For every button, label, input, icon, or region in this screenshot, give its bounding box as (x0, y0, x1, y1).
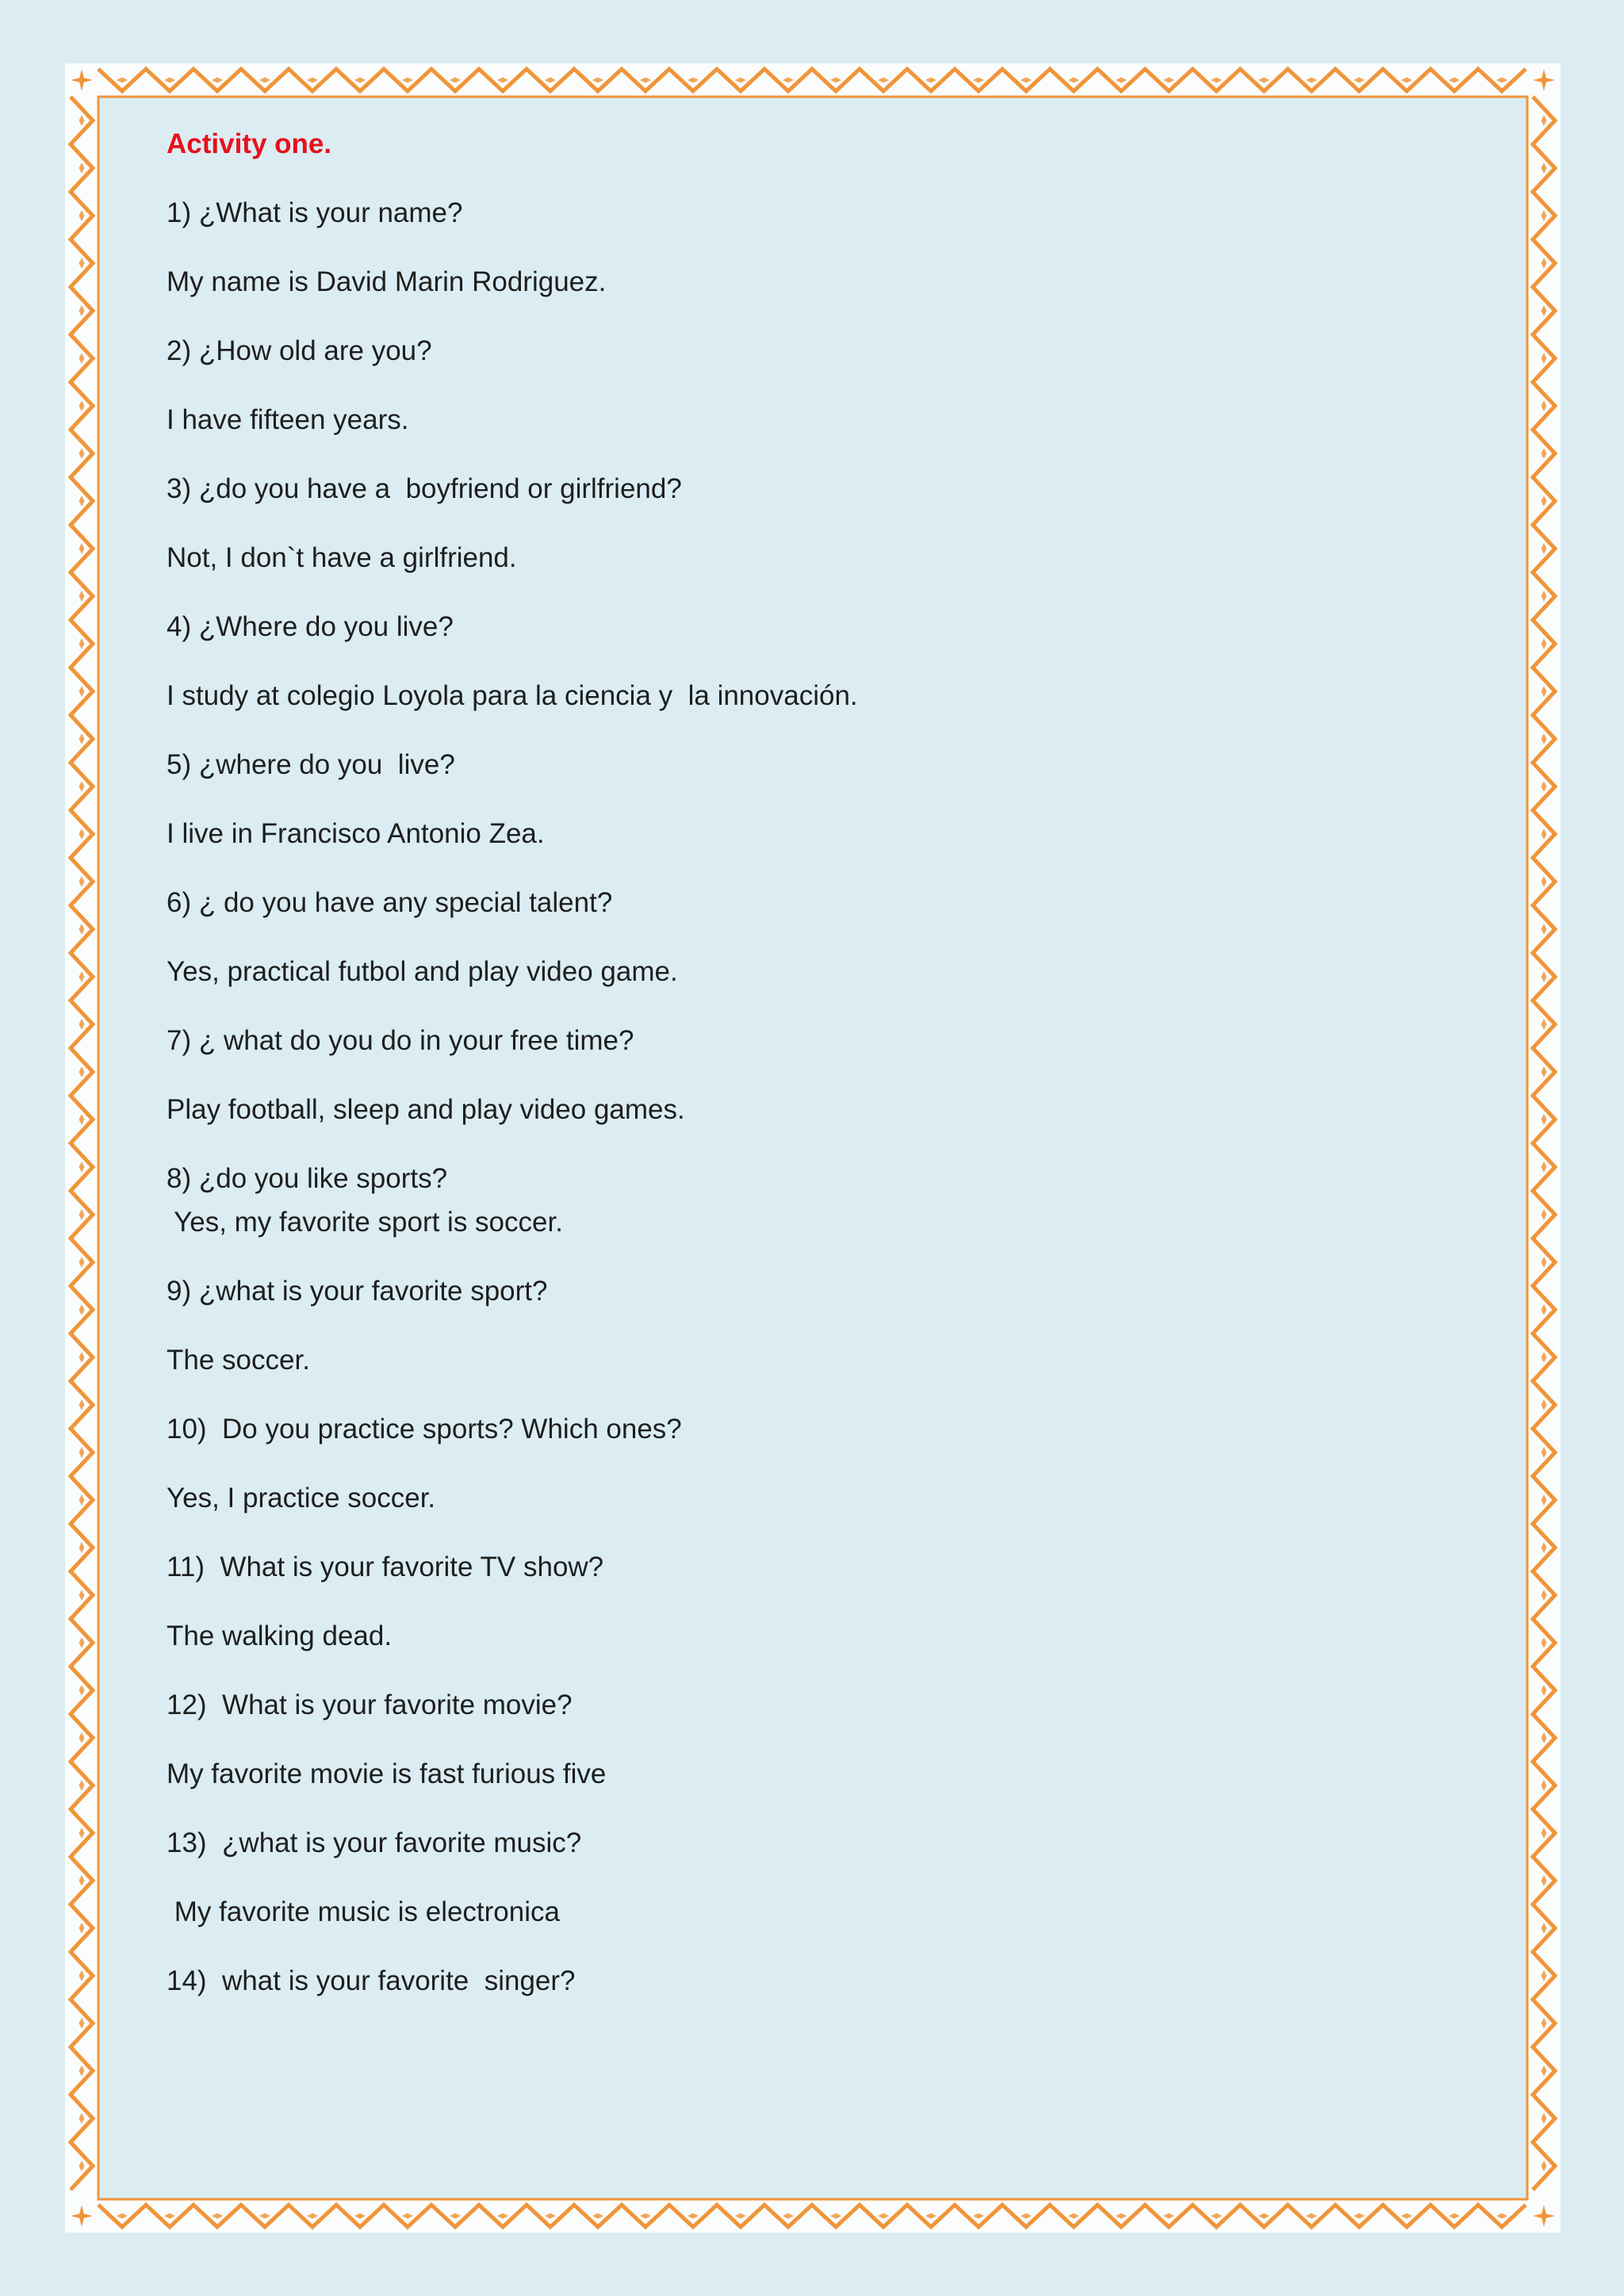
answer-6: Yes, practical futbol and play video game. (167, 956, 678, 987)
question-9: 9) ¿what is your favorite sport? (167, 1276, 548, 1307)
question-10: 10) Do you practice sports? Which ones? (167, 1414, 682, 1445)
question-11: 11) What is your favorite TV show? (167, 1552, 604, 1582)
answer-10: Yes, I practice soccer. (167, 1483, 436, 1513)
answer-13: My favorite music is electronica (167, 1896, 560, 1927)
answer-1: My name is David Marin Rodriguez. (167, 266, 607, 297)
question-5: 5) ¿where do you live? (167, 749, 455, 780)
question-1: 1) ¿What is your name? (167, 197, 463, 228)
question-13: 13) ¿what is your favorite music? (167, 1827, 582, 1858)
document-body (167, 127, 1435, 2033)
question-12: 12) What is your favorite movie? (167, 1689, 573, 1720)
answer-11: The walking dead. (167, 1621, 393, 1651)
question-3: 3) ¿do you have a boyfriend or girlfriend? (167, 473, 682, 504)
question-6: 6) ¿ do you have any special talent? (167, 887, 613, 918)
answer-9: The soccer. (167, 1345, 310, 1376)
answer-7: Play football, sleep and play video games. (167, 1094, 685, 1125)
answer-5: I live in Francisco Antonio Zea. (167, 818, 545, 849)
question-4: 4) ¿Where do you live? (167, 611, 454, 642)
question-14: 14) what is your favorite singer? (167, 1965, 576, 1996)
answer-8: Yes, my favorite sport is soccer. (167, 1207, 563, 1238)
answer-2: I have fifteen years. (167, 404, 409, 435)
activity-heading: Activity one. (167, 128, 332, 159)
question-7: 7) ¿ what do you do in your free time? (167, 1025, 634, 1056)
question-8: 8) ¿do you like sports? (167, 1163, 448, 1194)
question-2: 2) ¿How old are you? (167, 335, 432, 366)
answer-3: Not, I don`t have a girlfriend. (167, 542, 517, 573)
answer-12: My favorite movie is fast furious five (167, 1758, 607, 1789)
answer-4: I study at colegio Loyola para la ciencia y la innovación. (167, 680, 858, 711)
